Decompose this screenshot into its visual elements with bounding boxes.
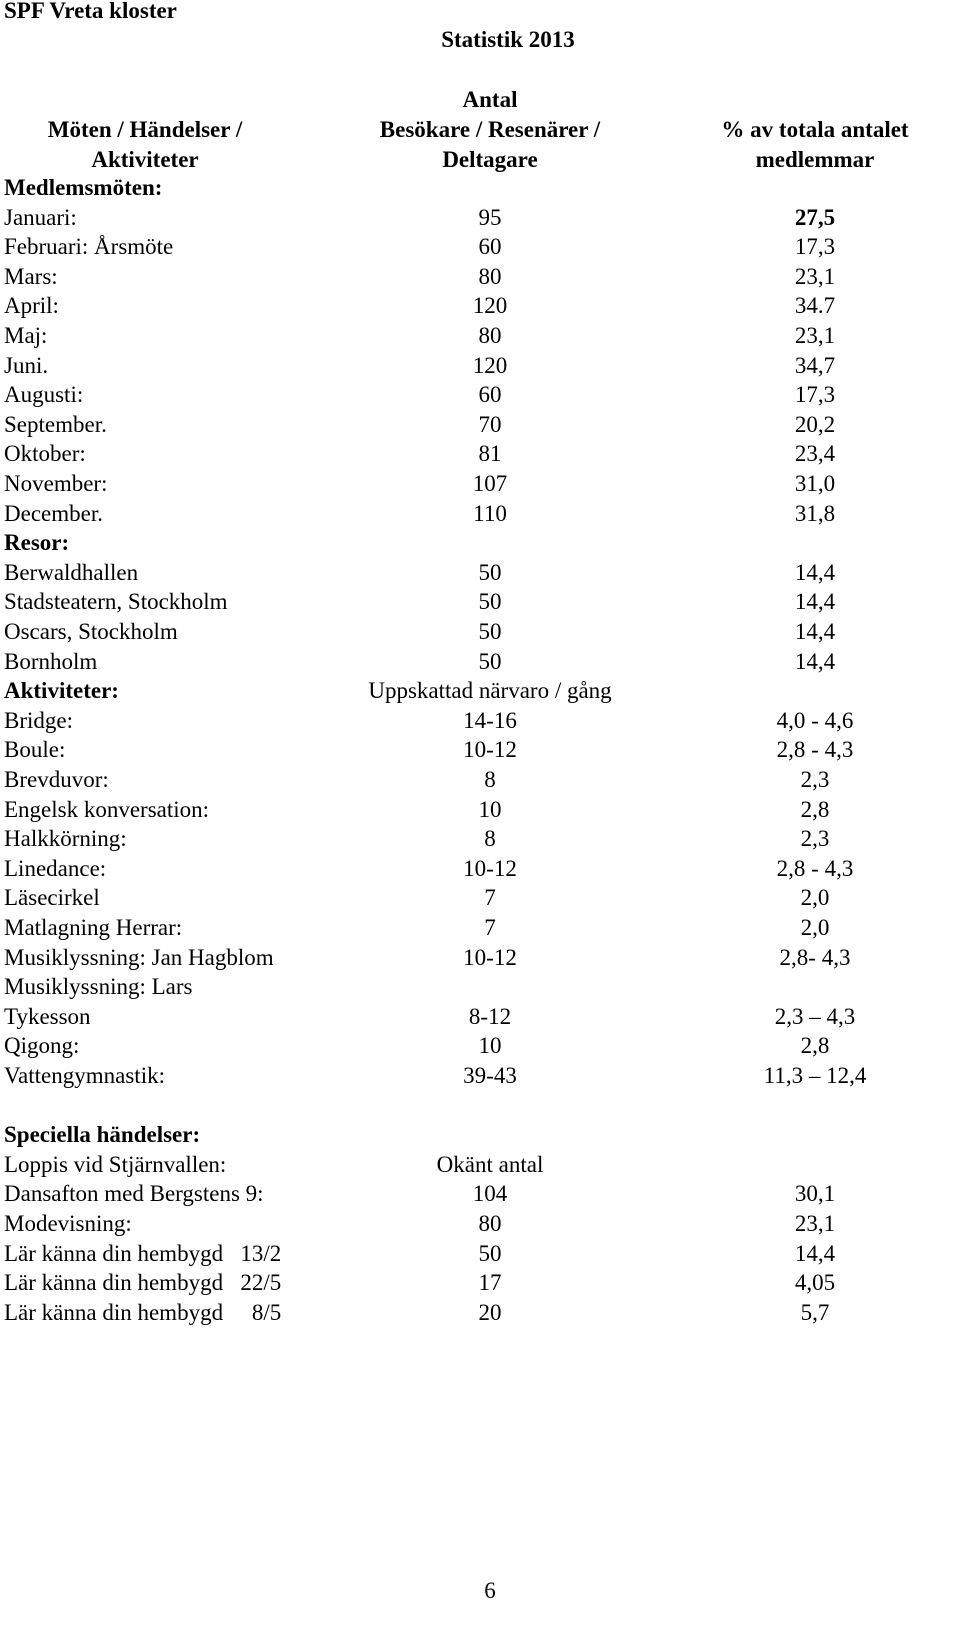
participant-count: 7: [484, 885, 496, 911]
spacer-row: [0, 1091, 960, 1121]
participant-count: 10-12: [463, 737, 517, 763]
activity-label: Musiklyssning: Lars: [4, 974, 193, 1000]
activity-label: Bridge:: [4, 707, 73, 733]
member-percent: 23,4: [794, 441, 836, 467]
activity-label: Läsecirkel: [4, 885, 100, 911]
activity-label: Lär känna din hembygd 22/5: [4, 1270, 282, 1296]
participant-count: 60: [478, 382, 502, 408]
section-header-row: [0, 173, 960, 203]
member-percent: 23,1: [794, 263, 836, 289]
activity-label: September.: [4, 411, 107, 437]
table-row: [0, 824, 960, 854]
activity-label: Modevisning:: [4, 1211, 132, 1236]
table-row: [0, 883, 960, 913]
table-row: [0, 439, 960, 469]
table-row: [0, 647, 960, 677]
participant-count: 39-43: [463, 1063, 517, 1088]
activity-label: Linedance:: [4, 855, 107, 881]
participant-count: 60: [478, 234, 502, 260]
member-percent: 2,0: [800, 885, 830, 911]
member-percent: 4,05: [794, 1270, 836, 1296]
participant-count: 7: [484, 915, 496, 940]
section-title: Medlemsmöten:: [4, 175, 163, 200]
table-row: [0, 1268, 960, 1298]
participant-count: 120: [472, 293, 508, 319]
activity-label: Lär känna din hembygd 8/5: [4, 1299, 282, 1325]
member-percent: 2,3: [800, 826, 830, 852]
activity-label: Oktober:: [4, 441, 86, 467]
member-percent: 14,4: [794, 589, 836, 615]
member-percent: 23,1: [794, 323, 836, 348]
table-row: [0, 1209, 960, 1239]
member-percent: 14,4: [794, 1240, 836, 1266]
column-header-percent: [690, 115, 940, 175]
participant-count: 81: [478, 441, 502, 467]
participant-count: 95: [478, 204, 502, 230]
column-header-line: % av totala antalet: [721, 117, 909, 142]
table-row: [0, 203, 960, 233]
section-title: Speciella händelser:: [4, 1122, 201, 1148]
table-row: [0, 587, 960, 617]
table-row: [0, 854, 960, 884]
participant-count: Uppskattad närvaro / gång: [368, 678, 612, 704]
table-row: [0, 706, 960, 736]
participant-count: 50: [478, 1240, 502, 1266]
section-title: Resor:: [4, 530, 70, 556]
member-percent: 2,0: [800, 915, 830, 940]
member-percent: 14,4: [794, 648, 836, 674]
activity-label: Lär känna din hembygd 13/2: [4, 1240, 282, 1266]
table-row: [0, 972, 960, 1002]
table-row: [0, 469, 960, 499]
activity-label: Loppis vid Stjärnvallen:: [4, 1151, 227, 1177]
member-percent: 17,3: [794, 234, 836, 260]
participant-count: 17: [478, 1270, 502, 1296]
member-percent: 31,8: [794, 500, 836, 526]
participant-count: 120: [472, 352, 508, 378]
activity-label: Januari:: [4, 204, 77, 230]
activity-label: Mars:: [4, 263, 58, 289]
activity-label: Qigong:: [4, 1033, 80, 1059]
activity-label: Dansafton med Bergstens 9:: [4, 1181, 264, 1207]
activity-label: Augusti:: [4, 382, 84, 408]
participant-count: 50: [478, 589, 502, 615]
activity-label: Tykesson: [4, 1003, 91, 1029]
table-row: [0, 558, 960, 588]
activity-label: Matlagning Herrar:: [4, 915, 183, 940]
table-row: [0, 765, 960, 795]
participant-count: 10-12: [463, 855, 517, 881]
table-row: [0, 499, 960, 529]
table-row: [0, 1239, 960, 1269]
member-percent: 2,8: [800, 796, 830, 822]
column-header-line: Deltagare: [442, 147, 538, 172]
table-row: [0, 351, 960, 381]
table-row: [0, 1179, 960, 1209]
participant-count: Okänt antal: [436, 1151, 544, 1177]
participant-count: 8-12: [468, 1003, 512, 1029]
column-header-line: Möten / Händelser /: [47, 117, 243, 142]
participant-count: 10: [478, 1033, 502, 1059]
participant-count: 10-12: [463, 944, 517, 970]
participant-count: 20: [478, 1299, 502, 1325]
member-percent: 2,8 - 4,3: [776, 855, 854, 881]
table-row: [0, 795, 960, 825]
participant-count: 70: [478, 411, 502, 437]
activity-label: Halkkörning:: [4, 826, 127, 852]
table-row: [0, 1298, 960, 1328]
table-row: [0, 1031, 960, 1061]
table-row: [0, 617, 960, 647]
activity-label: December.: [4, 500, 103, 526]
member-percent: 30,1: [794, 1181, 836, 1207]
document-title: Statistik 2013: [441, 27, 575, 52]
participant-count: 80: [478, 263, 502, 289]
participant-count: 50: [478, 619, 502, 644]
activity-label: Maj:: [4, 323, 48, 348]
column-header-line: Aktiviteter: [91, 147, 199, 172]
member-percent: 34,7: [794, 352, 836, 378]
section-title: Aktiviteter:: [4, 678, 119, 704]
table-row: [0, 943, 960, 973]
activity-label: Stadsteatern, Stockholm: [4, 589, 228, 615]
section-header-row: [0, 528, 960, 558]
member-percent: 4,0 - 4,6: [776, 707, 854, 733]
member-percent: 2,8: [800, 1033, 830, 1059]
activity-label: Vattengymnastik:: [4, 1063, 165, 1088]
activity-label: Oscars, Stockholm: [4, 619, 178, 644]
participant-count: 50: [478, 559, 502, 585]
activity-label: Boule:: [4, 737, 66, 763]
participant-count: 110: [473, 500, 507, 526]
member-percent: 17,3: [794, 382, 836, 408]
member-percent: 14,4: [794, 619, 836, 644]
activity-label: November:: [4, 471, 108, 496]
table-row: [0, 380, 960, 410]
participant-count: 50: [478, 648, 502, 674]
member-percent: 2,3 – 4,3: [774, 1003, 856, 1029]
activity-label: Bornholm: [4, 648, 98, 674]
table-row: [0, 1061, 960, 1091]
activity-label: Engelsk konversation:: [4, 796, 210, 822]
member-percent: 2,8 - 4,3: [776, 737, 854, 763]
member-percent: 31,0: [794, 471, 836, 496]
member-percent: 23,1: [794, 1211, 836, 1236]
participant-count: 14-16: [463, 707, 517, 733]
table-row: [0, 735, 960, 765]
column-header-activities: [0, 115, 290, 175]
participant-count: 80: [478, 1211, 502, 1236]
organization-name: SPF Vreta kloster: [4, 0, 177, 23]
activity-label: Musiklyssning: Jan Hagblom: [4, 944, 274, 970]
participant-count: 8: [484, 767, 496, 792]
table-row: [0, 232, 960, 262]
member-percent: 5,7: [800, 1299, 830, 1325]
table-row: [0, 262, 960, 292]
participant-count: 104: [472, 1181, 508, 1207]
section-header-row: [0, 1120, 960, 1150]
participant-count: 80: [478, 323, 502, 348]
activity-label: Berwaldhallen: [4, 559, 139, 585]
column-header-count: [340, 85, 640, 175]
table-row: [0, 291, 960, 321]
column-header-line: Antal: [462, 87, 518, 112]
member-percent: 27,5: [794, 204, 836, 230]
activity-label: Juni.: [4, 352, 49, 378]
table-row: [0, 410, 960, 440]
column-header-line: medlemmar: [755, 147, 875, 172]
page-number: 6: [484, 1578, 496, 1603]
participant-count: 10: [478, 796, 502, 822]
table-row: [0, 321, 960, 351]
member-percent: 14,4: [794, 559, 836, 585]
table-row: [0, 1002, 960, 1032]
table-row: [0, 1150, 960, 1180]
member-percent: 34.7: [794, 293, 836, 319]
column-header-line: Besökare / Resenärer /: [379, 117, 601, 142]
section-header-row: [0, 676, 960, 706]
activity-label: Februari: Årsmöte: [4, 234, 174, 260]
activity-label: Brevduvor:: [4, 767, 109, 792]
participant-count: 107: [472, 471, 508, 496]
activity-label: April:: [4, 293, 59, 319]
table-row: [0, 913, 960, 943]
member-percent: 20,2: [794, 411, 836, 437]
member-percent: 2,3: [800, 767, 830, 792]
participant-count: 8: [484, 826, 496, 852]
member-percent: 2,8- 4,3: [779, 944, 851, 970]
member-percent: 11,3 – 12,4: [763, 1063, 867, 1088]
